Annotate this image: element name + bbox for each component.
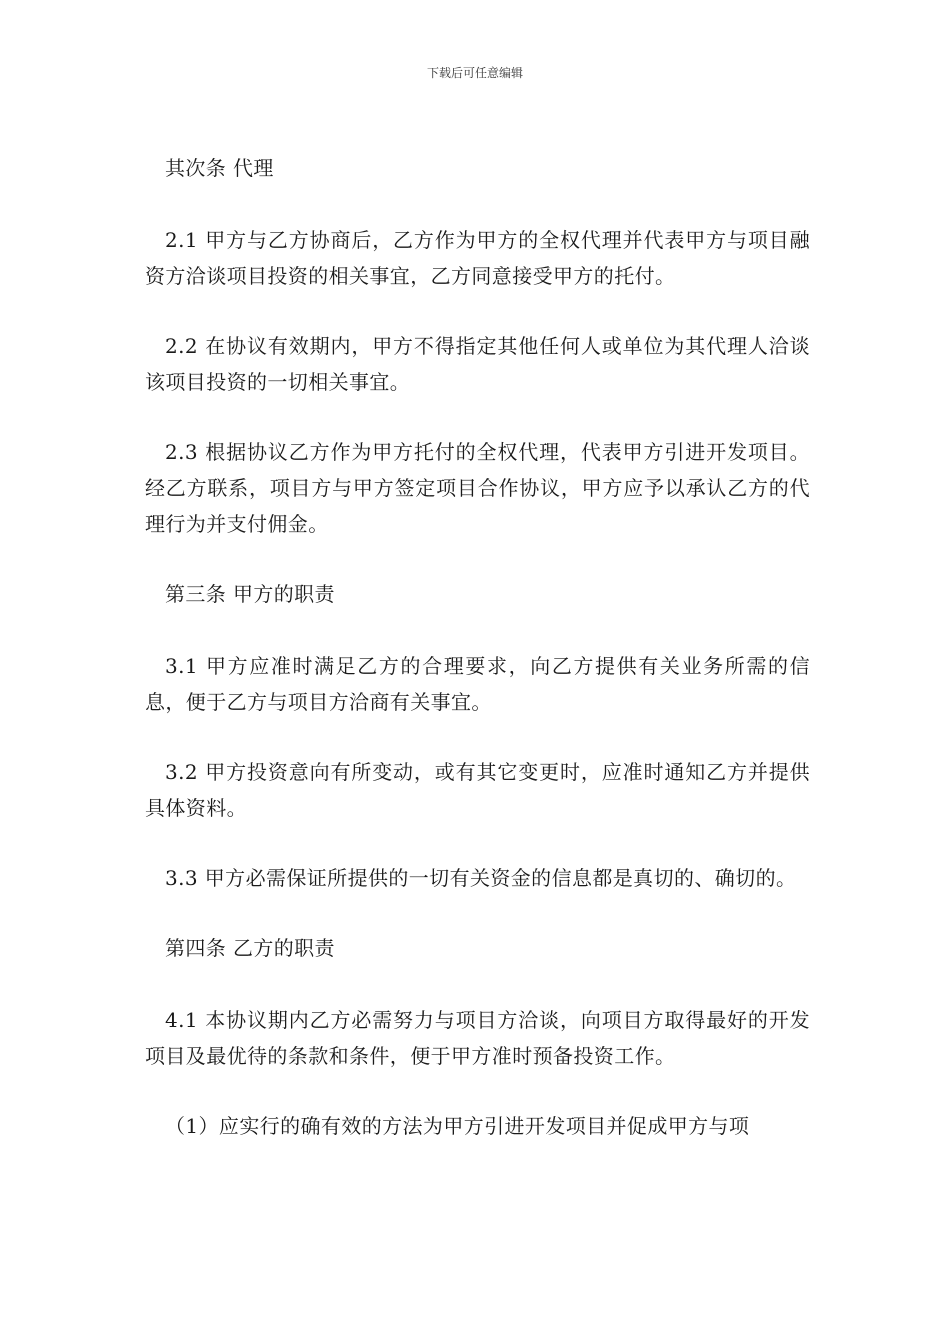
section-heading-2: 其次条 代理 [165,156,274,180]
clause-3-2: 3.2 甲方投资意向有所变动，或有其它变更时，应准时通知乙方并提供具体资料。 [145,760,810,820]
document-body [145,150,810,1144]
section-heading-3: 第三条 甲方的职责 [165,582,335,606]
clause-3-3: 3.3 甲方必需保证所提供的一切有关资金的信息都是真切的、确切的。 [165,866,797,890]
clause-4-1-item-1: （1）应实行的确有效的方法为甲方引进开发项目并促成甲方与项 [165,1114,750,1138]
clause-2-2: 2.2 在协议有效期内，甲方不得指定其他任何人或单位为其代理人洽谈该项目投资的一切相关事宜。 [145,334,810,394]
page-header-note: 下载后可任意编辑 [426,66,523,80]
section-heading-4: 第四条 乙方的职责 [165,936,335,960]
clause-2-1: 2.1 甲方与乙方协商后，乙方作为甲方的全权代理并代表甲方与项目融资方洽谈项目投资的相关事宜，乙方同意接受甲方的托付。 [145,228,810,288]
clause-3-1: 3.1 甲方应准时满足乙方的合理要求，向乙方提供有关业务所需的信息，便于乙方与项目方洽商有关事宜。 [145,654,810,714]
clause-2-3: 2.3 根据协议乙方作为甲方托付的全权代理，代表甲方引进开发项目。经乙方联系，项目方与甲方签定项目合作协议，甲方应予以承认乙方的代理行为并支付佣金。 [145,440,810,536]
clause-4-1: 4.1 本协议期内乙方必需努力与项目方洽谈，向项目方取得最好的开发项目及最优待的条款和条件，便于甲方准时预备投资工作。 [145,1008,810,1068]
